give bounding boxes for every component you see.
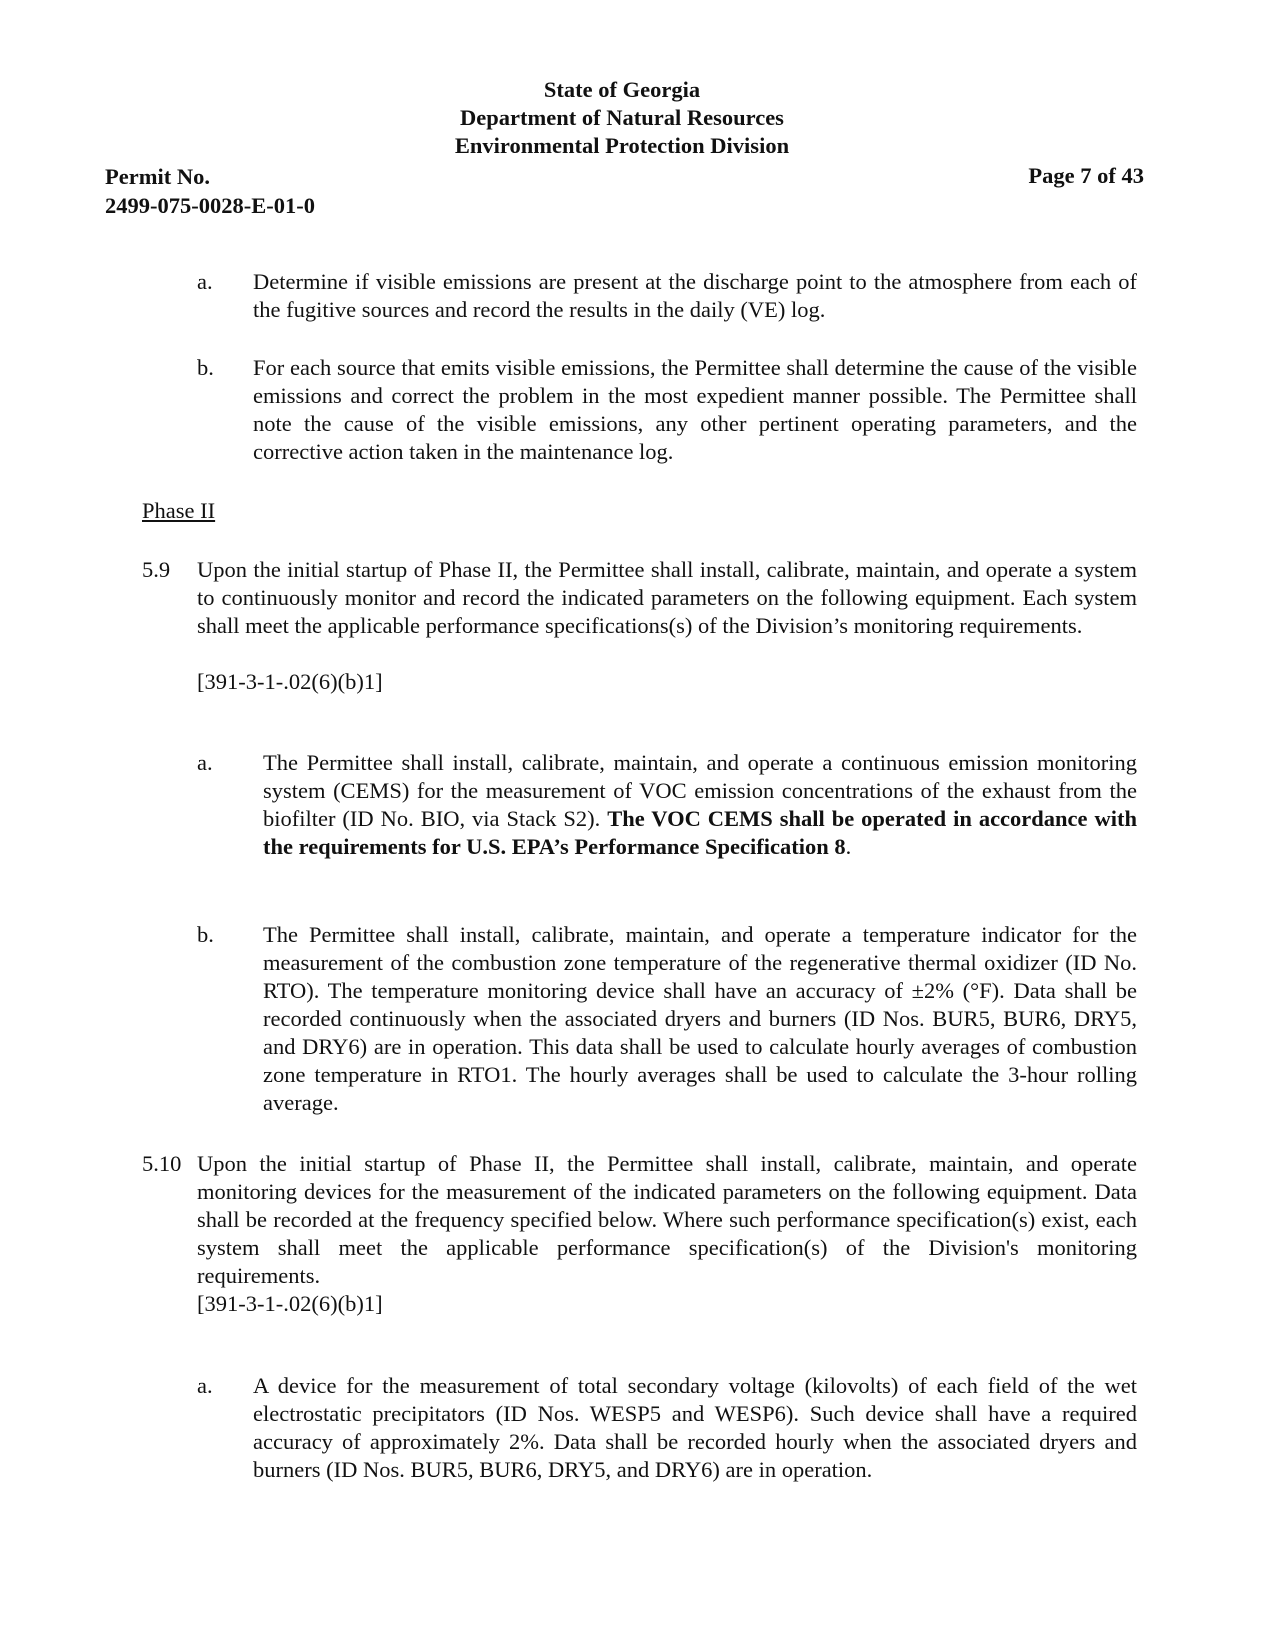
section-5-9-a-body: The Permittee shall install, calibrate, maintain, and operate a continuous emission monitoring system (CEMS) for the measurement of VOC emission concentrations of the exhaust from the biofilter (ID No. BIO, via Stack S2). xyxy=(263,750,1137,831)
section-5-10-a-label: a. xyxy=(197,1373,213,1398)
section-5-9-citation: [391-3-1-.02(6)(b)1] xyxy=(197,669,383,694)
section-5-9-a-label: a. xyxy=(197,750,213,775)
phase-heading: Phase II xyxy=(142,498,216,523)
header-department: Department of Natural Resources xyxy=(460,105,784,130)
item-b-text: For each source that emits visible emissions, the Permittee shall determine the cause of the visible emissions and correct the problem in the most expedient manner possible. The Permittee shall note the cause of the visible emissions, any other pertinent operating parameters, and the corrective action taken in the maintenance log. xyxy=(253,355,1137,464)
section-5-10-citation: [391-3-1-.02(6)(b)1] xyxy=(197,1291,383,1316)
document-header xyxy=(0,76,1244,160)
section-5-9-b-label: b. xyxy=(197,922,214,947)
section-5-9-a-end: . xyxy=(845,834,852,859)
permit-number: 2499-075-0028-E-01-0 xyxy=(105,193,315,218)
section-5-9-a-bold: The VOC CEMS shall be operated in accordance with the requirements for U.S. EPA’s Performance Specification 8 xyxy=(263,806,1137,859)
permit-label: Permit No. xyxy=(105,164,210,189)
page-number: Page 7 of 43 xyxy=(1028,163,1144,188)
item-a-label: a. xyxy=(197,269,213,294)
header-division: Environmental Protection Division xyxy=(454,133,790,158)
item-b-label: b. xyxy=(197,355,214,380)
section-5-9-a-text xyxy=(263,749,1137,861)
section-5-9-text: Upon the initial startup of Phase II, the Permittee shall install, calibrate, maintain, and operate a system to continuously monitor and record the indicated parameters on the following equipment. Each system shall meet the applicable performance specifications(s) of the Division’s monitoring requirements. xyxy=(197,557,1137,638)
header-state: State of Georgia xyxy=(543,77,701,102)
item-a-text: Determine if visible emissions are present at the discharge point to the atmosphere from each of the fugitive sources and record the results in the daily (VE) log. xyxy=(253,269,1137,322)
section-5-10-a-text: A device for the measurement of total secondary voltage (kilovolts) of each field of the wet electrostatic precipitators (ID Nos. WESP5 and WESP6). Such device shall have a required accuracy of approximately 2%. Data shall be recorded hourly when the associated dryers and burners (ID Nos. BUR5, BUR6, DRY5, and DRY6) are in operation. xyxy=(253,1373,1137,1482)
section-5-9-number: 5.9 xyxy=(142,557,171,582)
permit-block xyxy=(105,162,315,220)
section-5-10-number: 5.10 xyxy=(142,1151,182,1176)
section-5-9-b-text: The Permittee shall install, calibrate, maintain, and operate a temperature indicator for the measurement of the combustion zone temperature of the regenerative thermal oxidizer (ID No. RTO). The temperature monitoring device shall have an accuracy of ±2% (°F). Data shall be recorded continuously when the associated dryers and burners (ID Nos. BUR5, BUR6, DRY5, and DRY6) are in operation. This data shall be used to calculate hourly averages of combustion zone temperature in RTO1. The hourly averages shall be used to calculate the 3-hour rolling average. xyxy=(263,922,1137,1115)
section-5-10-text: Upon the initial startup of Phase II, the Permittee shall install, calibrate, maintain, and operate monitoring devices for the measurement of the indicated parameters on the following equipment. Data shall be recorded at the frequency specified below. Where such performance specification(s) exist, each system shall meet the applicable performance specification(s) of the Division's monitoring requirements. xyxy=(197,1151,1137,1288)
